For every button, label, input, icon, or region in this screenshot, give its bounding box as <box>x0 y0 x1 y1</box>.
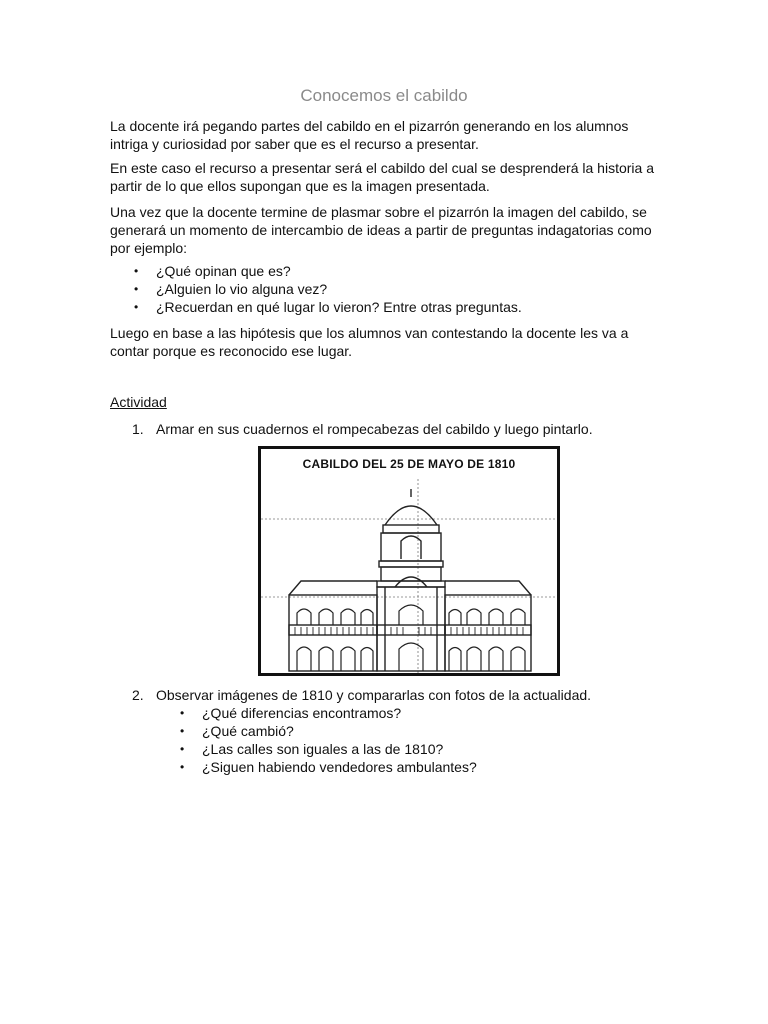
bullet-icon: • <box>180 724 185 738</box>
bullet-icon: • <box>134 300 139 314</box>
list-item: • ¿Recuerdan en qué lugar lo vieron? Entre otras preguntas. <box>134 299 522 315</box>
figure-caption: CABILDO DEL 25 DE MAYO DE 1810 <box>302 457 516 471</box>
paragraph-hypothesis: Luego en base a las hipótesis que los alumnos van contestando la docente les va a contar porque es reconocido ese lugar. <box>110 325 629 359</box>
activity-item-2: 2. Observar imágenes de 1810 y compararlas con fotos de la actualidad. <box>132 687 592 703</box>
list-item: • ¿Qué opinan que es? <box>134 263 291 279</box>
question-list <box>110 262 670 316</box>
bullet-icon: • <box>180 760 185 774</box>
bullet-icon: • <box>134 264 139 278</box>
paragraph-intro: La docente irá pegando partes del cabildo en el pizarrón generando en los alumnos intriga y curiosidad por saber que es el recurso a presentar. <box>110 118 629 152</box>
activity-heading: Actividad <box>110 394 167 410</box>
bullet-icon: • <box>134 282 139 296</box>
activity-item-1: 1. Armar en sus cuadernos el rompecabezas del cabildo y luego pintarlo. <box>132 421 593 437</box>
bullet-icon: • <box>180 706 185 720</box>
list-item: • ¿Qué cambió? <box>180 723 294 739</box>
cabildo-puzzle-image <box>258 446 560 676</box>
bullet-icon: • <box>180 742 185 756</box>
comparison-question-list <box>180 704 477 776</box>
list-item: • ¿Alguien lo vio alguna vez? <box>134 281 328 297</box>
page-title: Conocemos el cabildo <box>300 86 468 105</box>
list-item: • ¿Qué diferencias encontramos? <box>180 705 402 721</box>
list-item: • ¿Siguen habiendo vendedores ambulantes? <box>180 759 477 775</box>
paragraph-resource: En este caso el recurso a presentar será el cabildo del cual se desprenderá la historia a partir de lo que ellos supongan que es la imagen presentada. <box>110 160 654 194</box>
list-item: • ¿Las calles son iguales a las de 1810? <box>180 741 444 757</box>
paragraph-exchange: Una vez que la docente termine de plasmar sobre el pizarrón la imagen del cabildo, se generará un momento de intercambio de ideas a partir de preguntas indagatorias como por ejemplo: <box>110 204 652 256</box>
cabildo-drawing <box>261 449 557 673</box>
